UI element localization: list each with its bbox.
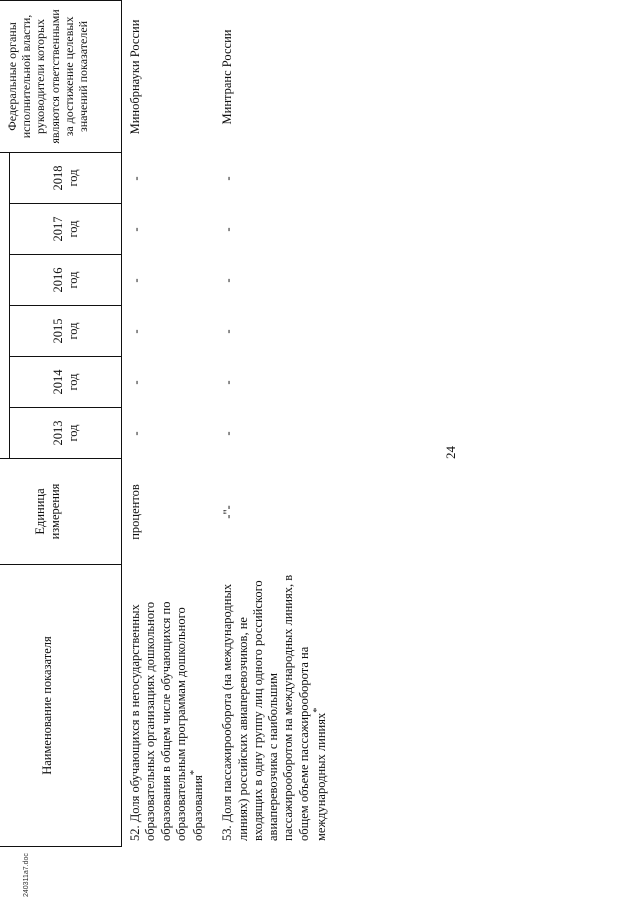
header-year: 2017 год — [10, 204, 122, 255]
value-cell: - — [221, 278, 236, 283]
indicator-name-cell — [220, 565, 329, 847]
document-code: 240311a7.doc — [23, 853, 30, 897]
value-cell: - — [221, 176, 236, 181]
agency-cell: Минтранс России — [220, 29, 235, 125]
header-unit: Единица измерения — [0, 459, 122, 565]
header-year: 2013 год — [10, 408, 122, 459]
value-cell: - — [221, 380, 236, 385]
header-year: 2016 год — [10, 255, 122, 306]
value-cell: - — [221, 329, 236, 334]
header-year: 2014 год — [10, 357, 122, 408]
value-cell: - — [221, 431, 236, 436]
value-cell: - — [129, 227, 143, 232]
footnote-marker: * — [311, 707, 323, 713]
indicator-name-cell — [128, 565, 220, 847]
value-cell: - — [129, 329, 143, 334]
page-number: 24 — [443, 446, 458, 459]
value-cell: - — [129, 380, 143, 385]
value-cell: - — [129, 176, 143, 181]
header-year: 2018 год — [10, 152, 122, 203]
table-row — [220, 1, 329, 847]
value-cell: - — [221, 227, 236, 232]
agency-cell: Минобрнауки России — [128, 19, 142, 135]
unit-cell: процентов — [128, 484, 142, 540]
table-row — [128, 1, 220, 847]
indicator-name: 53. Доля пассажирооборота (на международных линиях) российских авиаперевозчиков, не входящих в одну группу лиц одного российского авиаперевозчика с наибольшим пассажирооборотом на международных линиях, в общем объеме пассажирооборота на международных линиях — [220, 574, 329, 841]
table-header — [0, 0, 122, 847]
table-body — [128, 1, 329, 847]
header-agencies: Федеральные органы исполнительной власти, руководители которых являются ответственными за достижение целевых значений показателей — [0, 0, 122, 152]
footnote-marker: * — [189, 769, 200, 776]
indicator-table — [0, 1, 329, 847]
header-year: 2015 год — [10, 306, 122, 357]
unit-cell: -"- — [221, 505, 236, 519]
header-target-values — [0, 152, 10, 458]
value-cell: - — [129, 431, 143, 436]
indicator-name: 52. Доля обучающихся в негосударственных образовательных организациях дошкольного образования в общем числе обучающихся по образовательным программам дошкольного образования — [128, 601, 206, 841]
header-indicator-name: Наименование показателя — [0, 565, 122, 847]
value-cell: - — [129, 278, 143, 283]
